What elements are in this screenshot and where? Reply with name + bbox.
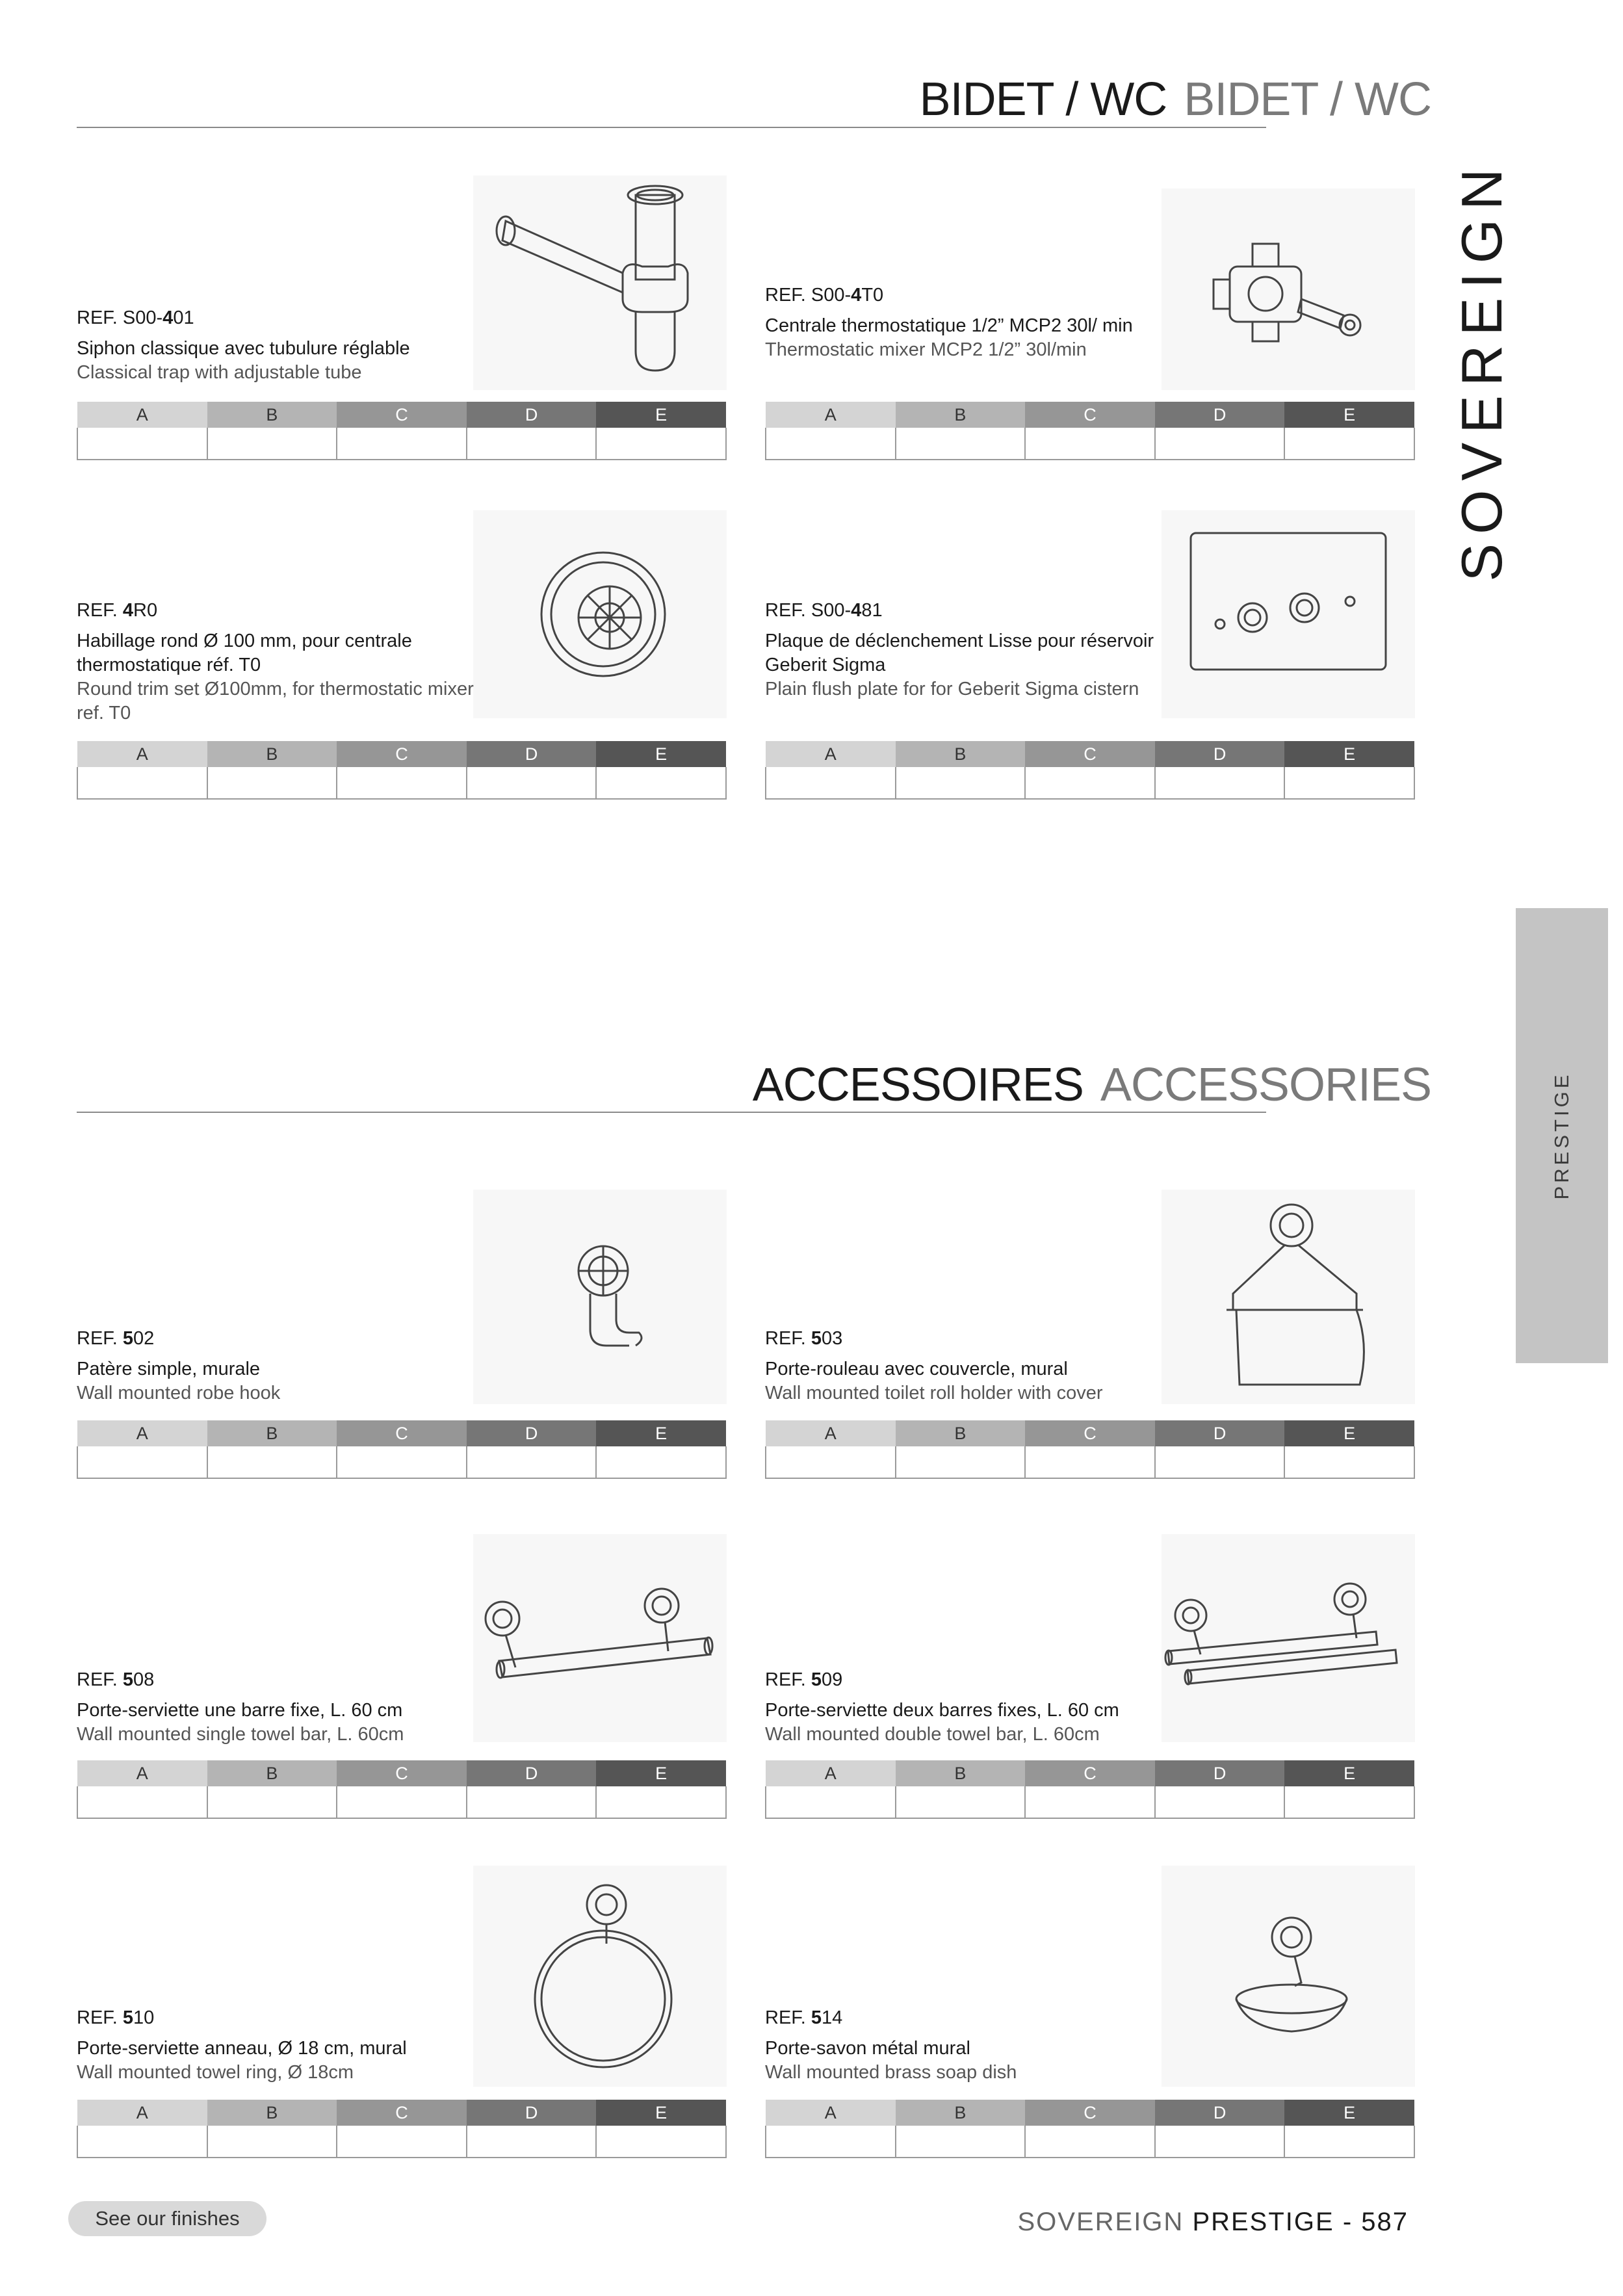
- finish-table: [77, 1420, 727, 1479]
- product-card: [765, 1534, 1415, 1820]
- finish-header-c: C: [337, 1760, 467, 1786]
- footer-separator: -: [1334, 2208, 1362, 2236]
- finish-header-d: D: [467, 1420, 597, 1446]
- finish-header-c: C: [337, 2100, 467, 2126]
- product-ref: REF. 509: [765, 1669, 843, 1690]
- product-ref: REF. 510: [77, 2007, 155, 2028]
- finish-header-a: A: [766, 2100, 896, 2126]
- finish-header-a: A: [77, 402, 207, 428]
- finish-table: [77, 741, 727, 800]
- finish-header-c: C: [337, 402, 467, 428]
- finish-cell-c[interactable]: [1025, 1786, 1155, 1818]
- finish-table: [77, 1760, 727, 1819]
- finish-header-e: E: [596, 1420, 726, 1446]
- finish-cell-d[interactable]: [1155, 2126, 1285, 2158]
- product-desc-en: Wall mounted toilet roll holder with cover: [765, 1383, 1103, 1403]
- finish-header-e: E: [596, 741, 726, 767]
- product-desc-en: Wall mounted brass soap dish: [765, 2062, 1017, 2083]
- finish-cell-b[interactable]: [207, 1786, 337, 1818]
- product-desc-en: Wall mounted single towel bar, L. 60cm: [77, 1724, 404, 1745]
- finish-header-a: A: [766, 402, 896, 428]
- finish-header-e: E: [596, 402, 726, 428]
- finish-header-d: D: [467, 402, 597, 428]
- finish-cell-a[interactable]: [766, 1786, 896, 1818]
- finish-cell-c[interactable]: [337, 1446, 467, 1478]
- finish-header-e: E: [1284, 402, 1414, 428]
- brand-vertical-title: SOVEREIGN: [1449, 159, 1514, 582]
- section-divider: [77, 127, 1266, 128]
- product-card: [77, 1534, 727, 1820]
- finish-header-e: E: [1284, 741, 1414, 767]
- product-desc-fr: Habillage rond Ø 100 mm, pour centrale thermostatique réf. T0: [77, 631, 412, 675]
- product-card: [77, 1866, 727, 2161]
- finish-cell-a[interactable]: [766, 767, 896, 799]
- finish-cell-a[interactable]: [766, 1446, 896, 1478]
- finish-cell-e[interactable]: [596, 2126, 726, 2158]
- finish-cell-d[interactable]: [467, 2126, 597, 2158]
- finish-header-b: B: [207, 1760, 337, 1786]
- finish-cell-c[interactable]: [1025, 428, 1155, 460]
- finish-header-a: A: [766, 741, 896, 767]
- finish-cell-b[interactable]: [207, 1446, 337, 1478]
- product-card: [77, 176, 727, 462]
- finish-header-c: C: [1025, 741, 1155, 767]
- finish-header-a: A: [77, 1760, 207, 1786]
- finish-table: [765, 1760, 1415, 1819]
- section-title-bidet-wc: BIDET / WC BIDET / WC: [919, 73, 1431, 125]
- finish-cell-b[interactable]: [896, 767, 1026, 799]
- product-desc-en: Round trim set Ø100mm, for thermostatic mixer ref. T0: [77, 679, 474, 724]
- finish-header-d: D: [467, 741, 597, 767]
- finish-cell-e[interactable]: [1284, 2126, 1414, 2158]
- product-card: [765, 1866, 1415, 2161]
- finish-header-c: C: [1025, 2100, 1155, 2126]
- finish-header-d: D: [1155, 741, 1285, 767]
- toilet-roll-holder-icon: [1162, 1190, 1415, 1404]
- finish-header-b: B: [896, 741, 1026, 767]
- double-towel-bar-icon: [1162, 1534, 1415, 1742]
- finish-header-d: D: [1155, 1420, 1285, 1446]
- finish-table: [77, 402, 727, 460]
- finish-header-c: C: [1025, 402, 1155, 428]
- finish-header-b: B: [896, 402, 1026, 428]
- product-desc-fr: Plaque de déclenchement Lisse pour réservoir Geberit Sigma: [765, 631, 1154, 675]
- finish-table: [765, 1420, 1415, 1479]
- product-desc-en: Plain flush plate for for Geberit Sigma cistern: [765, 679, 1139, 699]
- finish-cell-d[interactable]: [1155, 1446, 1285, 1478]
- finish-cell-a[interactable]: [77, 2126, 207, 2158]
- thermostatic-mixer-icon: [1162, 189, 1415, 390]
- product-ref: REF. 4R0: [77, 600, 158, 621]
- finish-header-b: B: [207, 2100, 337, 2126]
- finish-cell-a[interactable]: [77, 1446, 207, 1478]
- product-desc-en: Classical trap with adjustable tube: [77, 362, 362, 383]
- finish-cell-b[interactable]: [207, 428, 337, 460]
- finish-cell-d[interactable]: [467, 428, 597, 460]
- finish-table: [77, 2100, 727, 2158]
- product-desc-fr: Porte-rouleau avec couvercle, mural: [765, 1359, 1068, 1379]
- finish-header-e: E: [596, 1760, 726, 1786]
- finish-cell-a[interactable]: [766, 428, 896, 460]
- finish-cell-a[interactable]: [77, 1786, 207, 1818]
- finish-cell-c[interactable]: [1025, 767, 1155, 799]
- finish-cell-b[interactable]: [896, 1786, 1026, 1818]
- finish-header-a: A: [77, 2100, 207, 2126]
- finish-cell-b[interactable]: [896, 428, 1026, 460]
- section-divider: [77, 1112, 1266, 1113]
- product-ref: REF. 514: [765, 2007, 843, 2028]
- footer-collection: PRESTIGE: [1192, 2208, 1334, 2236]
- finish-header-b: B: [207, 741, 337, 767]
- finish-header-d: D: [1155, 402, 1285, 428]
- finish-header-d: D: [467, 2100, 597, 2126]
- product-desc-en: Wall mounted double towel bar, L. 60cm: [765, 1724, 1100, 1745]
- finish-cell-c[interactable]: [1025, 2126, 1155, 2158]
- finish-cell-a[interactable]: [766, 2126, 896, 2158]
- product-desc-fr: Siphon classique avec tubulure réglable: [77, 338, 410, 359]
- bottle-trap-icon: [473, 176, 727, 390]
- finish-cell-d[interactable]: [467, 1786, 597, 1818]
- finish-header-e: E: [1284, 1760, 1414, 1786]
- product-ref: REF. S00-481: [765, 600, 883, 621]
- product-ref: REF. S00-401: [77, 307, 194, 328]
- finish-header-d: D: [1155, 2100, 1285, 2126]
- product-desc-en: Thermostatic mixer MCP2 1/2” 30l/min: [765, 339, 1087, 360]
- finish-cell-d[interactable]: [467, 767, 597, 799]
- finish-header-b: B: [207, 1420, 337, 1446]
- product-desc-en: Wall mounted towel ring, Ø 18cm: [77, 2062, 354, 2083]
- single-towel-bar-icon: [473, 1534, 727, 1742]
- finish-header-c: C: [337, 1420, 467, 1446]
- product-ref: REF. S00-4T0: [765, 285, 884, 306]
- finish-header-a: A: [766, 1760, 896, 1786]
- finish-cell-d[interactable]: [467, 1446, 597, 1478]
- product-desc-fr: Porte-serviette une barre fixe, L. 60 cm: [77, 1700, 403, 1721]
- finish-header-a: A: [77, 1420, 207, 1446]
- finish-cell-c[interactable]: [337, 767, 467, 799]
- product-card: [77, 510, 727, 803]
- finish-cell-d[interactable]: [1155, 767, 1285, 799]
- product-desc-fr: Centrale thermostatique 1/2” MCP2 30l/ min: [765, 315, 1133, 336]
- product-card: [765, 1190, 1415, 1482]
- finish-cell-e[interactable]: [1284, 1446, 1414, 1478]
- product-desc-en: Wall mounted robe hook: [77, 1383, 281, 1403]
- product-ref: REF. 503: [765, 1328, 843, 1349]
- finish-cell-c[interactable]: [337, 1786, 467, 1818]
- finish-header-d: D: [467, 1760, 597, 1786]
- finish-header-d: D: [1155, 1760, 1285, 1786]
- finish-cell-b[interactable]: [896, 1446, 1026, 1478]
- finish-header-a: A: [766, 1420, 896, 1446]
- finish-cell-e[interactable]: [1284, 1786, 1414, 1818]
- finish-cell-e[interactable]: [596, 1446, 726, 1478]
- finish-header-b: B: [207, 402, 337, 428]
- product-desc-fr: Porte-serviette anneau, Ø 18 cm, mural: [77, 2038, 407, 2059]
- footer-brand: SOVEREIGN: [1017, 2208, 1184, 2236]
- finish-cell-c[interactable]: [337, 428, 467, 460]
- finish-header-e: E: [596, 2100, 726, 2126]
- finish-cell-e[interactable]: [596, 1786, 726, 1818]
- finish-cell-a[interactable]: [77, 767, 207, 799]
- finish-cell-c[interactable]: [1025, 1446, 1155, 1478]
- page-number: 587: [1361, 2208, 1409, 2236]
- finish-header-e: E: [1284, 1420, 1414, 1446]
- finish-table: [765, 402, 1415, 460]
- finish-cell-d[interactable]: [1155, 428, 1285, 460]
- flush-plate-icon: [1162, 510, 1415, 718]
- finish-header-a: A: [77, 741, 207, 767]
- finish-cell-b[interactable]: [896, 2126, 1026, 2158]
- robe-hook-icon: [473, 1190, 727, 1404]
- soap-dish-icon: [1162, 1866, 1415, 2087]
- product-ref: REF. 508: [77, 1669, 155, 1690]
- section-title-accessories: ACCESSOIRES ACCESSORIES: [752, 1059, 1431, 1111]
- finish-cell-b[interactable]: [207, 767, 337, 799]
- finish-cell-e[interactable]: [1284, 767, 1414, 799]
- finish-header-c: C: [337, 741, 467, 767]
- page-footer: [1017, 2208, 1409, 2237]
- finish-table: [765, 2100, 1415, 2158]
- finish-header-b: B: [896, 2100, 1026, 2126]
- finish-cell-d[interactable]: [1155, 1786, 1285, 1818]
- product-card: [77, 1190, 727, 1482]
- product-desc-fr: Patère simple, murale: [77, 1359, 261, 1379]
- finish-header-e: E: [1284, 2100, 1414, 2126]
- towel-ring-icon: [473, 1866, 727, 2087]
- finish-header-c: C: [1025, 1760, 1155, 1786]
- finish-header-b: B: [896, 1760, 1026, 1786]
- product-desc-fr: Porte-serviette deux barres fixes, L. 60 cm: [765, 1700, 1119, 1721]
- product-desc-fr: Porte-savon métal mural: [765, 2038, 970, 2059]
- finish-cell-b[interactable]: [207, 2126, 337, 2158]
- finish-header-b: B: [896, 1420, 1026, 1446]
- see-finishes-button[interactable]: See our finishes: [68, 2201, 266, 2236]
- finish-cell-a[interactable]: [77, 428, 207, 460]
- product-ref: REF. 502: [77, 1328, 155, 1349]
- finish-cell-c[interactable]: [337, 2126, 467, 2158]
- finish-table: [765, 741, 1415, 800]
- finish-cell-e[interactable]: [596, 767, 726, 799]
- collection-side-tab[interactable]: PRESTIGE: [1516, 908, 1608, 1363]
- finish-cell-e[interactable]: [596, 428, 726, 460]
- product-card: [765, 510, 1415, 803]
- finish-cell-e[interactable]: [1284, 428, 1414, 460]
- product-card: [765, 176, 1415, 462]
- round-trim-icon: [473, 510, 727, 718]
- finish-header-c: C: [1025, 1420, 1155, 1446]
